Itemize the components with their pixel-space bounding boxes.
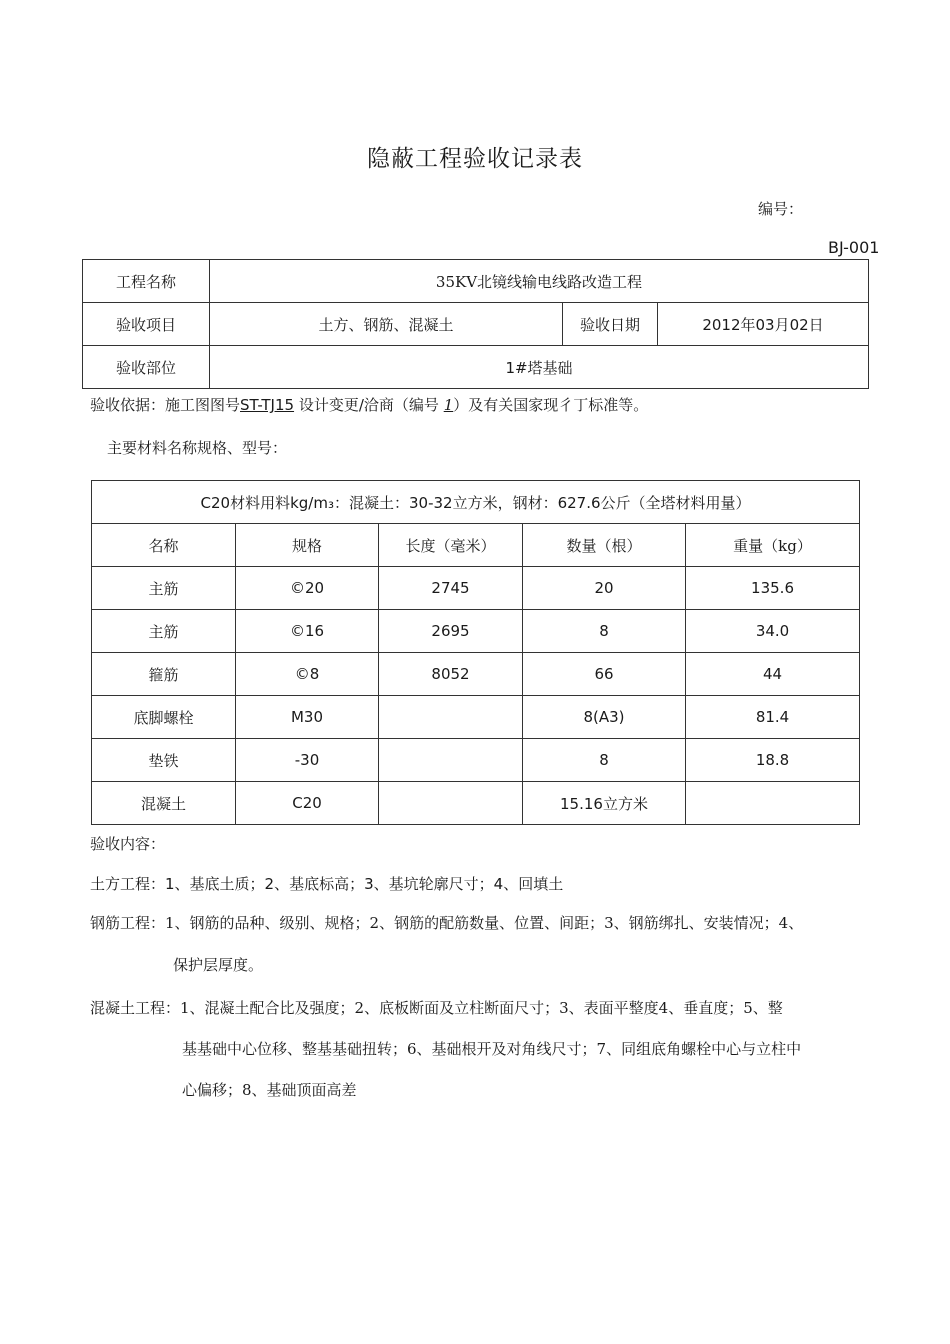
page-title: 隐蔽工程验收记录表 xyxy=(367,146,583,172)
cell-name: 主筋 xyxy=(92,610,236,653)
serial-label: 编号： xyxy=(758,200,804,218)
cell-weight: 18.8 xyxy=(686,739,860,782)
rebar-text-line1: 1、钢筋的品种、级别、规格；2、钢筋的配筋数量、位置、间距；3、钢筋绑扎、安装情况；4、 xyxy=(165,914,804,932)
inspection-location-value: 1#塔基础 xyxy=(210,346,869,389)
cell-quantity: 8 xyxy=(523,739,686,782)
inspection-location-label: 验收部位 xyxy=(83,346,210,389)
cell-weight xyxy=(686,782,860,825)
table-row xyxy=(92,567,860,610)
cell-length xyxy=(379,782,523,825)
materials-summary-row xyxy=(92,481,860,524)
cell-name: 箍筋 xyxy=(92,653,236,696)
table-row xyxy=(92,739,860,782)
table-row xyxy=(92,653,860,696)
project-name-value: 35KV北镜线输电线路改造工程 xyxy=(210,260,869,303)
info-row-item xyxy=(83,303,869,346)
header-quantity: 数量（根） xyxy=(523,524,686,567)
info-table xyxy=(82,259,869,389)
cell-length xyxy=(379,696,523,739)
cell-spec: ©20 xyxy=(236,567,379,610)
rebar-lead: 钢筋工程： xyxy=(90,914,166,932)
basis-slash: / xyxy=(358,396,364,414)
materials-header-row xyxy=(92,524,860,567)
header-spec: 规格 xyxy=(236,524,379,567)
cell-length: 2745 xyxy=(379,567,523,610)
info-row-project xyxy=(83,260,869,303)
inspection-date-label: 验收日期 xyxy=(563,303,658,346)
concrete-text-line2: 基基础中心位移、整基基础扭转；6、基础根开及对角线尺寸；7、同组底角螺栓中心与立柱中 xyxy=(182,1040,802,1058)
table-row xyxy=(92,610,860,653)
basis-prefix: 验收依据：施工图图号 xyxy=(90,396,241,414)
cell-name: 垫铁 xyxy=(92,739,236,782)
project-name-label: 工程名称 xyxy=(83,260,210,303)
drawing-number: ST-TJ15 xyxy=(240,396,295,414)
cell-length: 2695 xyxy=(379,610,523,653)
cell-length xyxy=(379,739,523,782)
table-row xyxy=(92,782,860,825)
cell-weight: 34.0 xyxy=(686,610,860,653)
earthwork-text: 1、基底土质；2、基底标高；3、基坑轮廓尺寸；4、回填土 xyxy=(165,875,564,893)
basis-middle: 设计变更 xyxy=(298,396,359,414)
inspection-basis xyxy=(90,394,648,415)
materials-label: 主要材料名称规格、型号： xyxy=(107,439,288,457)
cell-name: 混凝土 xyxy=(92,782,236,825)
basis-number: 1 xyxy=(443,396,454,414)
cell-length: 8052 xyxy=(379,653,523,696)
materials-table xyxy=(91,480,860,825)
cell-name: 底脚螺栓 xyxy=(92,696,236,739)
cell-quantity: 8 xyxy=(523,610,686,653)
header-weight: 重量（kg） xyxy=(686,524,860,567)
materials-summary: C20材料用料kg/m₃：混凝土：30-32立方米，钢材：627.6公斤（全塔材料用量） xyxy=(92,481,860,524)
cell-quantity: 8(A3) xyxy=(523,696,686,739)
cell-spec: ©16 xyxy=(236,610,379,653)
concrete-section xyxy=(90,987,783,1029)
earthwork-section xyxy=(90,863,563,905)
header-name: 名称 xyxy=(92,524,236,567)
cell-weight: 81.4 xyxy=(686,696,860,739)
cell-quantity: 20 xyxy=(523,567,686,610)
table-row xyxy=(92,696,860,739)
cell-spec: -30 xyxy=(236,739,379,782)
header-length: 长度（毫米） xyxy=(379,524,523,567)
concrete-text-line3: 心偏移；8、基础顶面高差 xyxy=(182,1081,357,1099)
cell-spec: M30 xyxy=(236,696,379,739)
rebar-text-line2: 保护层厚度。 xyxy=(173,956,264,974)
info-row-location xyxy=(83,346,869,389)
cell-quantity: 15.16立方米 xyxy=(523,782,686,825)
cell-weight: 135.6 xyxy=(686,567,860,610)
cell-quantity: 66 xyxy=(523,653,686,696)
cell-name: 主筋 xyxy=(92,567,236,610)
basis-tail: ）及有关国家现彳丁标准等。 xyxy=(453,396,649,414)
content-label: 验收内容： xyxy=(90,835,166,853)
inspection-date-value: 2012年03月02日 xyxy=(658,303,869,346)
rebar-section xyxy=(90,902,803,944)
concrete-lead: 混凝土工程： xyxy=(90,999,181,1017)
cell-weight: 44 xyxy=(686,653,860,696)
inspection-item-value: 土方、钢筋、混凝土 xyxy=(210,303,563,346)
concrete-text-line1: 1、混凝土配合比及强度；2、底板断面及立柱断面尺寸；3、表面平整度4、垂直度；5、整 xyxy=(180,999,783,1017)
serial-value: BJ-001 xyxy=(828,238,880,257)
inspection-item-label: 验收项目 xyxy=(83,303,210,346)
cell-spec: ©8 xyxy=(236,653,379,696)
earthwork-lead: 土方工程： xyxy=(90,875,166,893)
basis-suffix: 洽商（编号 xyxy=(363,396,439,414)
cell-spec: C20 xyxy=(236,782,379,825)
